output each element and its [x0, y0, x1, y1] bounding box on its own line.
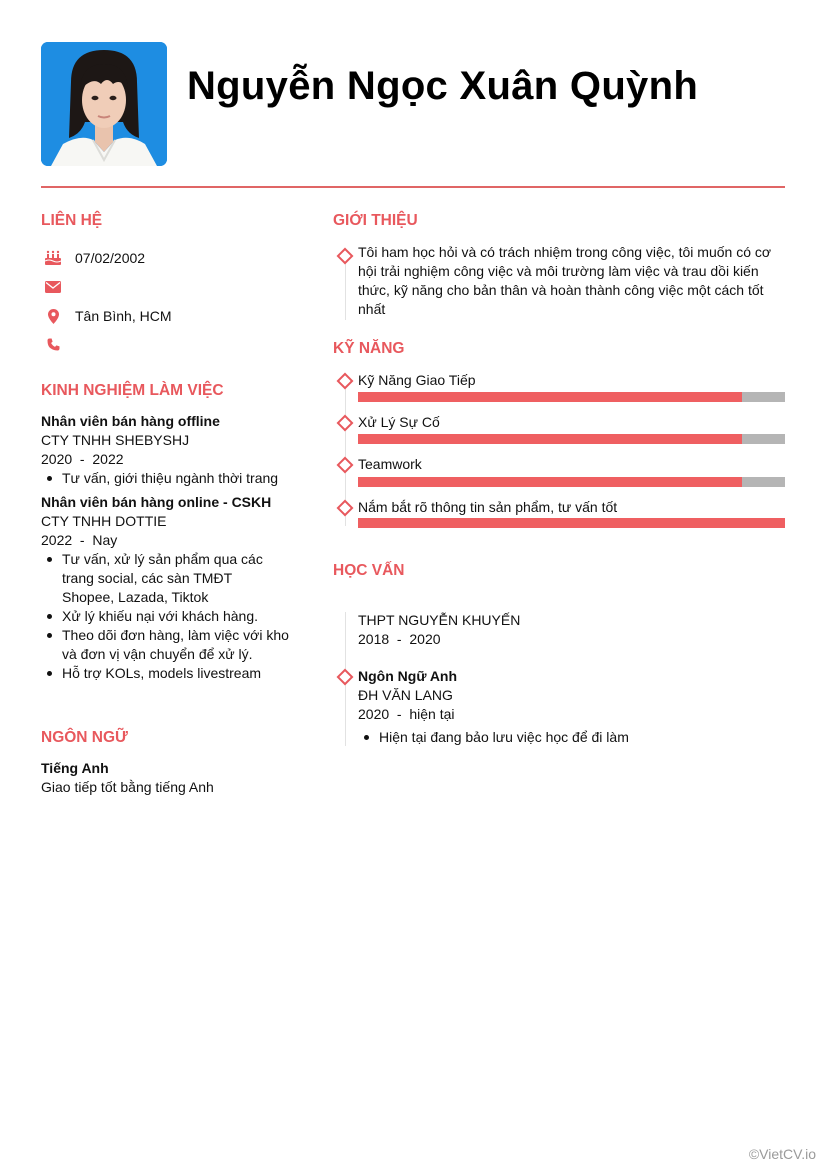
education-period: 2018 - 2020	[358, 631, 441, 647]
contact-email	[41, 277, 75, 297]
skill-bar	[358, 477, 785, 487]
contact-birthday	[41, 248, 145, 268]
job-task: Theo dõi đơn hàng, làm việc với kho và đơn vị vận chuyển để xử lý.	[41, 626, 291, 664]
profile-photo	[41, 42, 167, 166]
language-name: Tiếng Anh	[41, 760, 109, 776]
skill-name: Teamwork	[358, 456, 422, 472]
education-entry	[358, 667, 785, 747]
timeline-diamond-icon	[337, 373, 354, 390]
timeline-diamond-icon	[337, 415, 354, 432]
job-task: Xử lý khiếu nại với khách hàng.	[41, 607, 291, 626]
skill-bar-fill	[358, 518, 785, 528]
skill-bar-fill	[358, 477, 742, 487]
timeline-diamond-icon	[337, 669, 354, 686]
education-school: THPT NGUYỄN KHUYẾN	[358, 612, 521, 628]
education-section-title: HỌC VẤN	[333, 562, 405, 579]
language-description: Giao tiếp tốt bằng tiếng Anh	[41, 779, 214, 795]
contact-phone	[41, 334, 75, 354]
experience-section-title: KINH NGHIỆM LÀM VIỆC	[41, 382, 224, 399]
skill-bar-fill	[358, 392, 742, 402]
job-company: CTY TNHH DOTTIE	[41, 513, 167, 529]
education-major: Ngôn Ngữ Anh	[358, 668, 458, 684]
watermark: ©VietCV.io	[748, 1146, 816, 1162]
birthday-value: 07/02/2002	[75, 249, 146, 266]
birthday-cake-icon	[41, 250, 65, 266]
skill-bar-fill	[358, 434, 742, 444]
contact-section-title: LIÊN HỆ	[41, 212, 103, 229]
job-task: Hỗ trợ KOLs, models livestream	[41, 664, 291, 683]
intro-text: Tôi ham học hỏi và có trách nhiệm trong công việc, tôi muốn có cơ hội trải nghiệm công việc và môi trường làm việc và trau dồi kiến thức, kỹ năng cho bản thân và hoàn thành công việc một cách tốt nhất	[358, 244, 772, 317]
job-company: CTY TNHH SHEBYSHJ	[41, 432, 190, 448]
skill-name: Xử Lý Sự Cố	[358, 414, 440, 430]
phone-icon	[41, 336, 65, 352]
job-period: 2020 - 2022	[41, 451, 124, 467]
job-position: Nhân viên bán hàng offline	[41, 413, 220, 429]
education-school: ĐH VĂN LANG	[358, 687, 453, 703]
job-period: 2022 - Nay	[41, 532, 118, 548]
job-position: Nhân viên bán hàng online - CSKH	[41, 494, 272, 510]
timeline-diamond-icon	[337, 500, 354, 517]
skill-bar	[358, 434, 785, 444]
skill-name: Nắm bắt rõ thông tin sản phẩm, tư vấn tốt	[358, 499, 618, 515]
job-task-list	[41, 469, 301, 488]
education-note-list	[358, 728, 785, 747]
education-note: Hiện tại đang bảo lưu việc học để đi làm	[358, 728, 785, 747]
skill-bar	[358, 392, 785, 402]
timeline-diamond-icon	[337, 457, 354, 474]
languages-section-title: NGÔN NGỮ	[41, 729, 128, 746]
experience-entry	[41, 493, 303, 683]
job-task: Tư vấn, giới thiệu ngành thời trang	[41, 469, 301, 488]
intro-section-title: GIỚI THIỆU	[333, 212, 418, 229]
education-entry	[358, 611, 785, 649]
header-divider	[41, 186, 785, 188]
skill-name: Kỹ Năng Giao Tiếp	[358, 372, 476, 388]
candidate-name: Nguyễn Ngọc Xuân Quỳnh	[187, 64, 699, 108]
contact-address	[41, 306, 171, 326]
experience-entry	[41, 412, 301, 488]
skills-section-title: KỸ NĂNG	[333, 340, 405, 357]
job-task: Tư vấn, xử lý sản phẩm qua các trang social, các sàn TMĐT Shopee, Lazada, Tiktok	[41, 550, 291, 607]
job-task-list	[41, 550, 291, 683]
envelope-icon	[41, 279, 65, 295]
skill-bar	[358, 518, 785, 528]
location-pin-icon	[41, 308, 65, 324]
address-value: Tân Bình, HCM	[75, 307, 172, 324]
education-period: 2020 - hiện tại	[358, 706, 455, 722]
timeline-diamond-icon	[337, 248, 354, 265]
language-entry	[41, 759, 301, 797]
